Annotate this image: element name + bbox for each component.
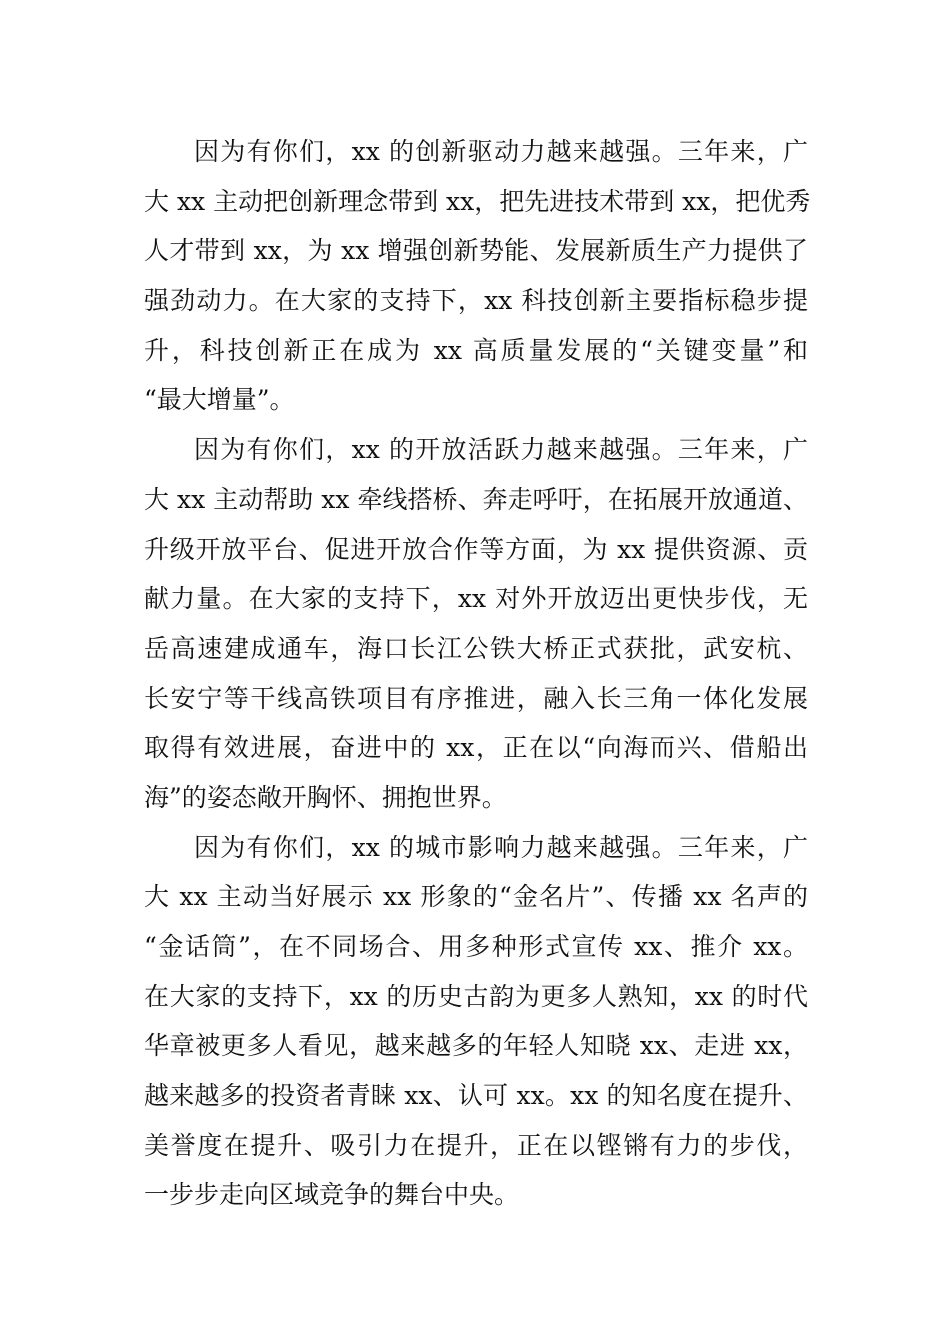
text-line: “金话筒”，在不同场合、用多种形式宣传 xx、推介 xx。 — [144, 932, 808, 961]
text-line: 因为有你们，xx 的创新驱动力越来越强。三年来，广 — [194, 137, 808, 166]
paragraph — [144, 127, 811, 425]
paragraph — [144, 823, 808, 1221]
text-line: 大 xx 主动当好展示 xx 形象的“金名片”、传播 xx 名声的 — [144, 882, 808, 912]
text-line: 强劲动力。在大家的支持下，xx 科技创新主要指标稳步提 — [144, 286, 808, 316]
text-line: 取得有效进展，奋进中的 xx，正在以“向海而兴、借船出 — [144, 733, 808, 763]
text-line: “最大增量”。 — [144, 385, 295, 415]
paragraph — [144, 425, 808, 823]
text-line: 因为有你们，xx 的开放活跃力越来越强。三年来，广 — [194, 435, 808, 465]
text-line: 华章被更多人看见，越来越多的年轻人知晓 xx、走进 xx， — [144, 1031, 808, 1061]
text-line: 在大家的支持下，xx 的历史古韵为更多人熟知，xx 的时代 — [144, 981, 808, 1011]
text-line: 人才带到 xx，为 xx 增强创新势能、发展新质生产力提供了 — [144, 236, 808, 266]
text-line: 一步步走向区域竞争的舞台中央。 — [144, 1180, 520, 1210]
document-body — [144, 127, 811, 1220]
text-line: 海”的姿态敞开胸怀、拥抱世界。 — [144, 782, 507, 812]
text-line: 献力量。在大家的支持下，xx 对外开放迈出更快步伐，无 — [144, 584, 808, 614]
text-line: 越来越多的投资者青睐 xx、认可 xx。xx 的知名度在提升、 — [144, 1081, 808, 1111]
text-line: 因为有你们，xx 的城市影响力越来越强。三年来，广 — [194, 832, 808, 862]
text-line: 升，科技创新正在成为 xx 高质量发展的“关键变量”和 — [144, 335, 808, 365]
text-line: 大 xx 主动把创新理念带到 xx，把先进技术带到 xx，把优秀 — [144, 186, 811, 216]
text-line: 大 xx 主动帮助 xx 牵线搭桥、奔走呼吁，在拓展开放通道、 — [144, 484, 808, 514]
text-line: 美誉度在提升、吸引力在提升，正在以铿锵有力的步伐， — [144, 1130, 808, 1160]
text-line: 岳高速建成通车，海口长江公铁大桥正式获批，武安杭、 — [144, 633, 808, 663]
text-line: 升级开放平台、促进开放合作等方面，为 xx 提供资源、贡 — [144, 534, 808, 564]
text-line: 长安宁等干线高铁项目有序推进，融入长三角一体化发展 — [144, 683, 808, 713]
